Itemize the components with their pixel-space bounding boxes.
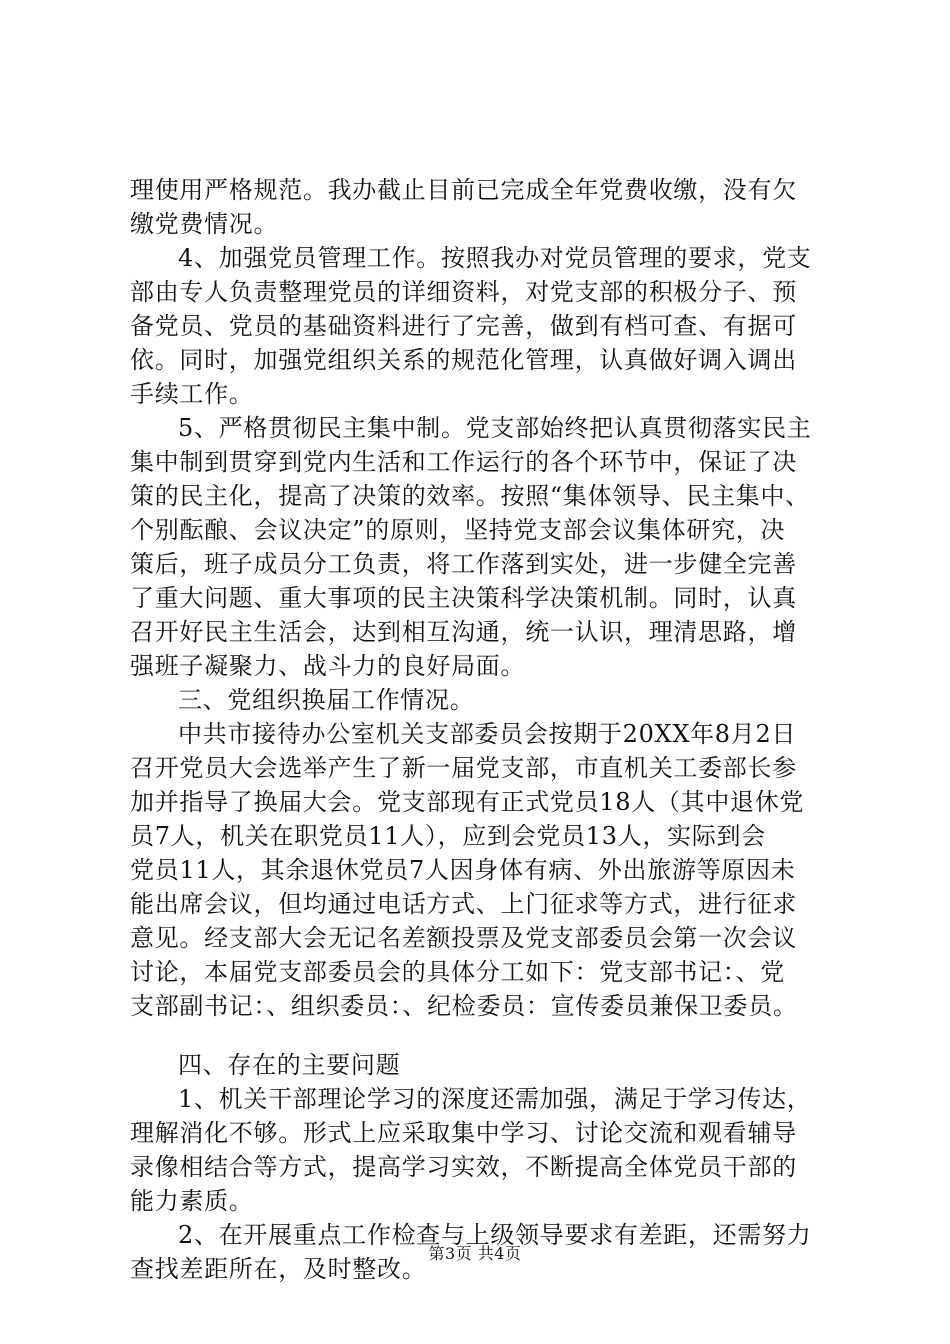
text-line: 召开党员大会选举产生了新一届党支部，市直机关工委部长参 xyxy=(130,754,797,782)
text-line: 依。同时，加强党组织关系的规范化管理，认真做好调入调出 xyxy=(130,346,797,374)
text-line: 个别酝酿、会议决定”的原则，坚持党支部会议集体研究，决 xyxy=(130,516,786,544)
text-line: 支部副书记：、组织委员：、纪检委员：宣传委员兼保卫委员。 xyxy=(130,992,798,1020)
text-line: 5、严格贯彻民主集中制。党支部始终把认真贯彻落实民主 xyxy=(178,414,812,442)
text-line: 加并指导了换届大会。党支部现有正式党员18人（其中退休党 xyxy=(130,788,805,816)
text-line: 4、加强党员管理工作。按照我办对党员管理的要求，党支 xyxy=(178,244,812,272)
text-line: 备党员、党员的基础资料进行了完善，做到有档可查、有据可 xyxy=(130,312,797,340)
text-line: 理解消化不够。形式上应采取集中学习、讨论交流和观看辅导 xyxy=(130,1119,797,1147)
text-line: 集中制到贯穿到党内生活和工作运行的各个环节中，保证了决 xyxy=(130,448,797,476)
text-line: 2、在开展重点工作检查与上级领导要求有差距，还需努力 xyxy=(178,1221,812,1249)
text-line: 能力素质。 xyxy=(130,1187,254,1215)
text-line: 查找差距所在，及时整改。 xyxy=(130,1255,427,1283)
text-line: 意见。经支部大会无记名差额投票及党支部委员会第一次会议 xyxy=(130,924,797,952)
text-line: 讨论，本届党支部委员会的具体分工如下：党支部书记：、党 xyxy=(130,958,785,986)
text-line: 策后，班子成员分工负责，将工作落到实处，进一步健全完善 xyxy=(130,550,797,578)
text-line: 了重大问题、重大事项的民主决策科学决策机制。同时，认真 xyxy=(130,584,797,612)
text-line: 党员11人，其余退休党员7人因身体有病、外出旅游等原因未 xyxy=(130,856,796,884)
text-line: 缴党费情况。 xyxy=(130,210,279,238)
page-number-footer: 第3页 共4页 xyxy=(428,1244,522,1263)
text-line: 手续工作。 xyxy=(130,380,254,408)
text-line: 部由专人负责整理党员的详细资料，对党支部的积极分子、预 xyxy=(130,278,797,306)
text-line: 中共市接待办公室机关支部委员会按期于20XX年8月2日 xyxy=(178,720,797,748)
text-line: 能出席会议，但均通过电话方式、上门征求等方式，进行征求 xyxy=(130,890,797,918)
text-line: 召开好民主生活会，达到相互沟通，统一认识，理清思路，增 xyxy=(130,618,797,646)
text-line: 录像相结合等方式，提高学习实效，不断提高全体党员干部的 xyxy=(130,1153,797,1181)
text-line: 理使用严格规范。我办截止目前已完成全年党费收缴，没有欠 xyxy=(130,176,797,204)
text-line: 强班子凝聚力、战斗力的良好局面。 xyxy=(130,652,526,680)
text-line: 1、机关干部理论学习的深度还需加强，满足于学习传达， xyxy=(178,1085,812,1113)
text-line: 策的民主化，提高了决策的效率。按照“集体领导、民主集中、 xyxy=(130,482,810,510)
section-heading: 四、存在的主要问题 xyxy=(178,1051,401,1079)
section-heading: 三、党组织换届工作情况。 xyxy=(178,686,475,714)
text-line: 员7人，机关在职党员11人），应到会党员13人，实际到会 xyxy=(130,822,766,850)
